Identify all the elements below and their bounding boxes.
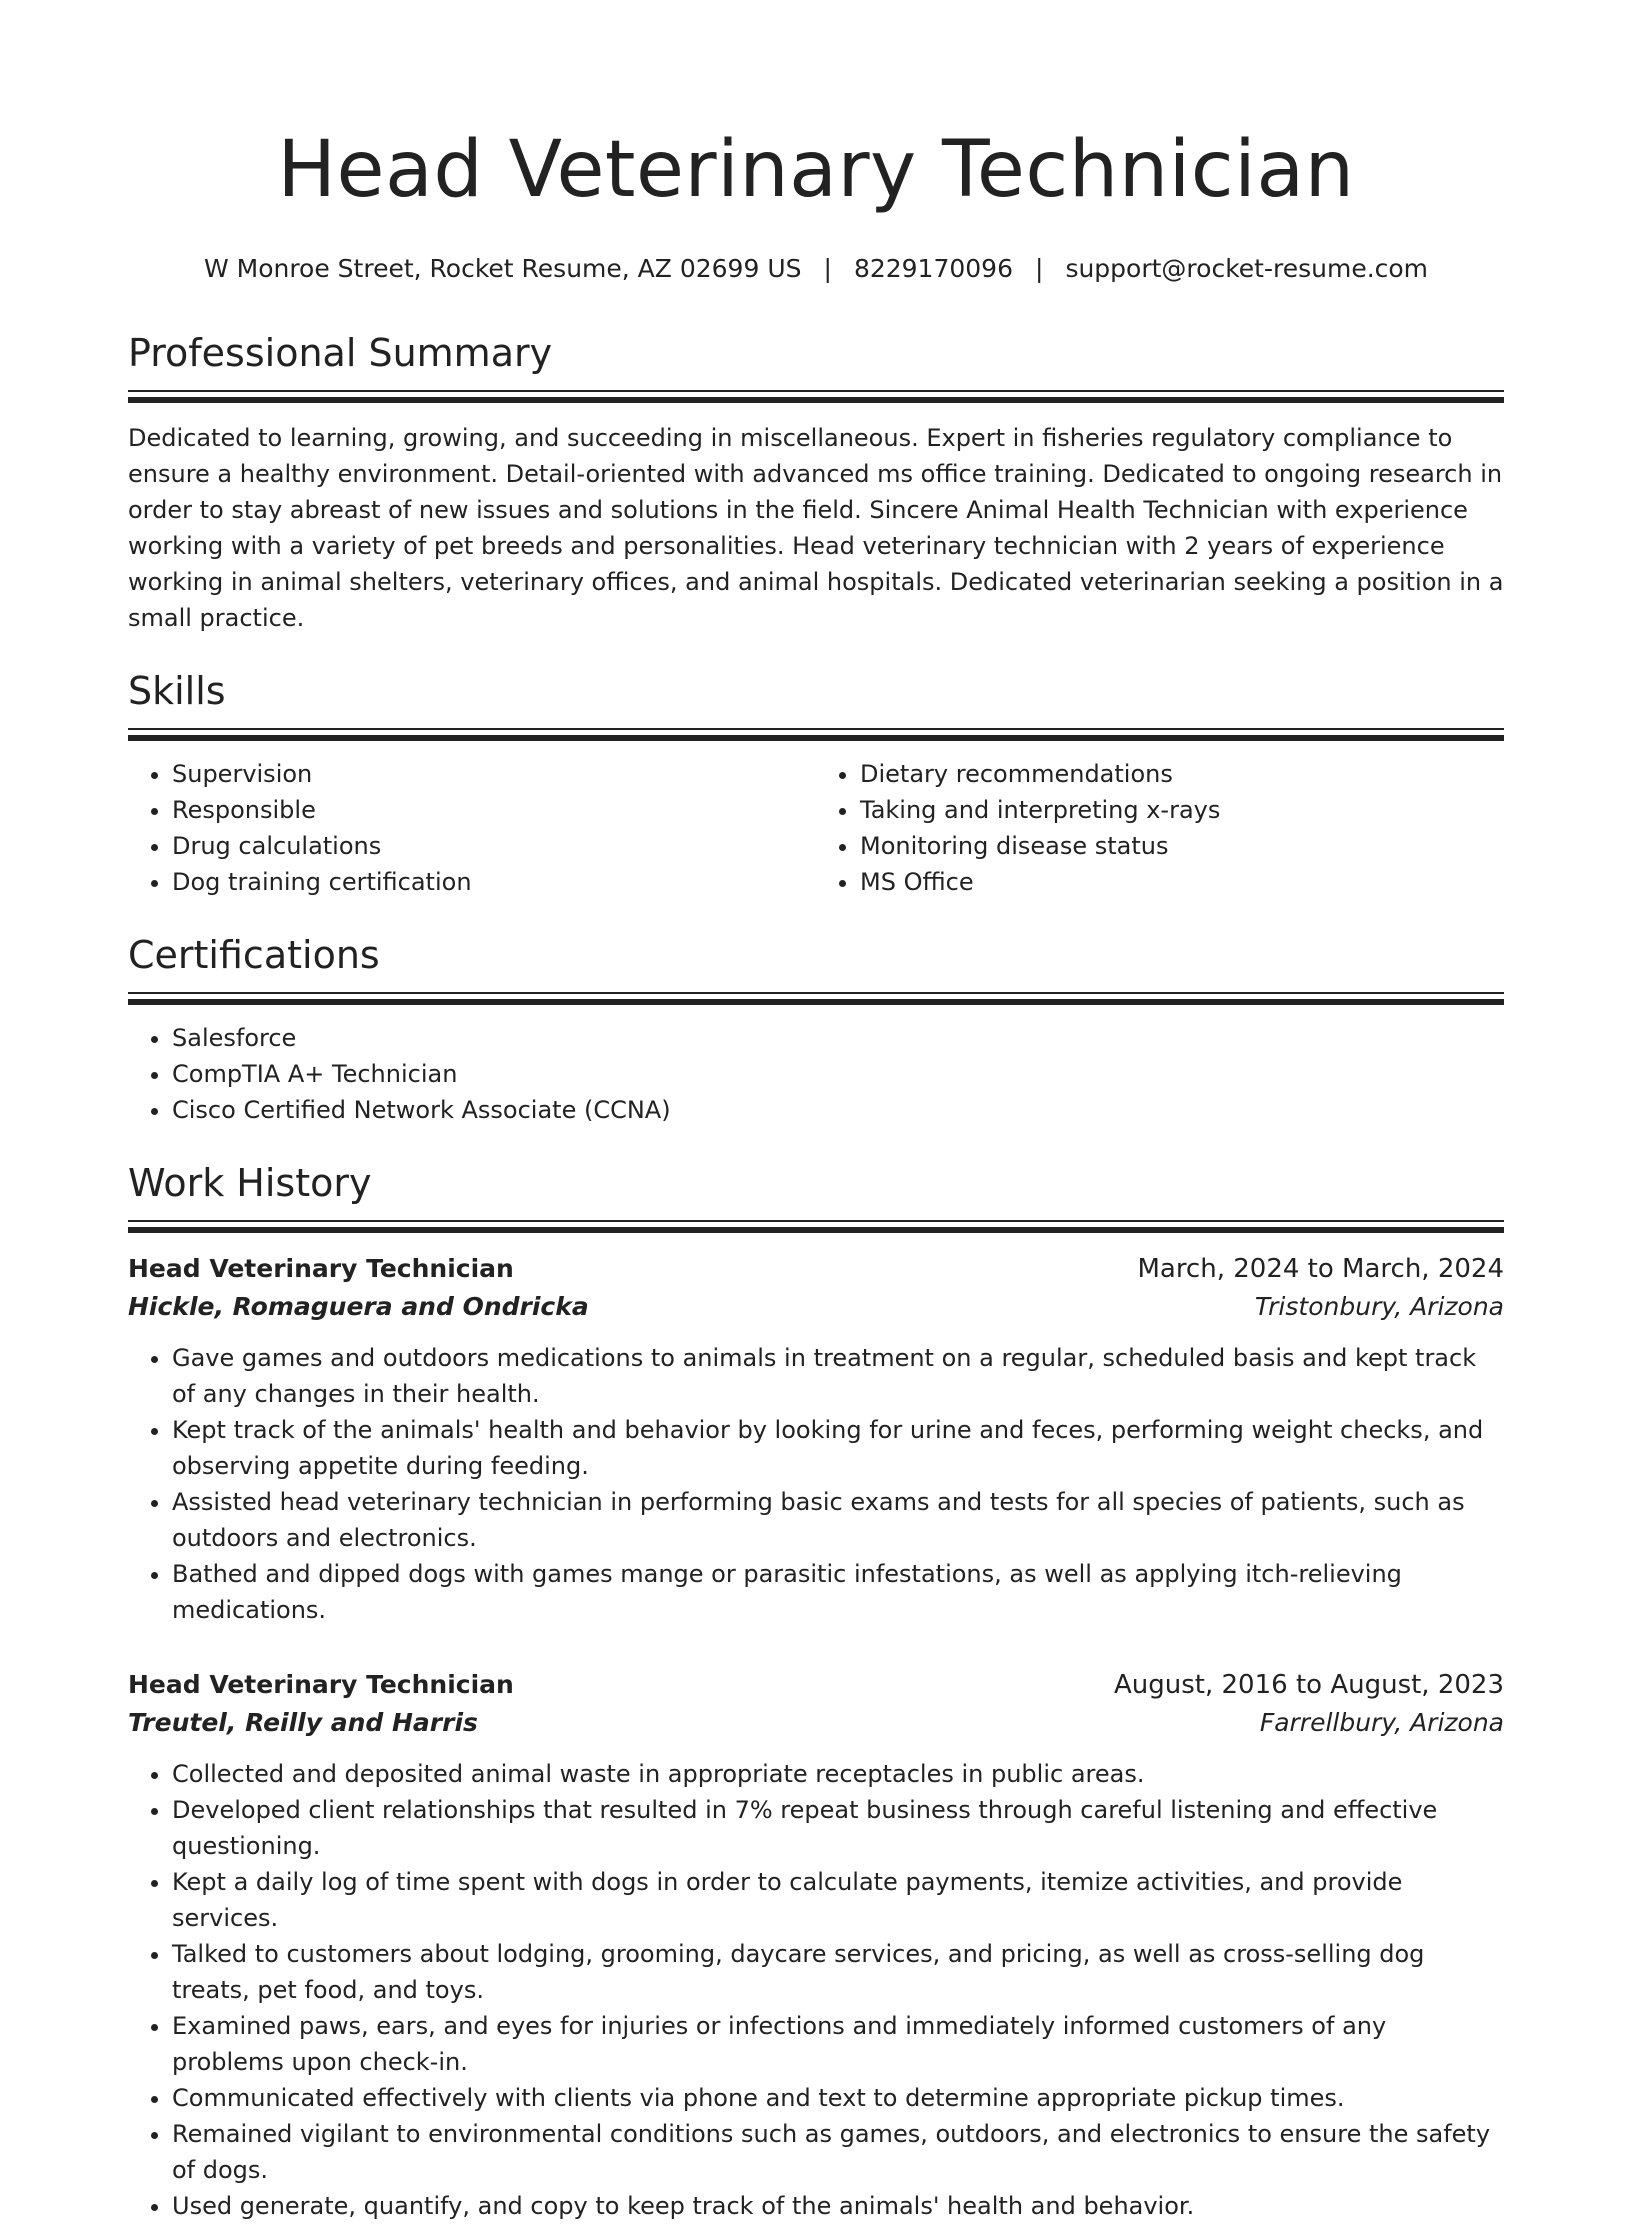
job-dates: March, 2024 to March, 2024 <box>1137 1254 1504 1284</box>
skill-item: • Supervision <box>172 756 816 792</box>
contact-separator: | <box>1035 254 1044 283</box>
section-divider <box>128 390 1504 402</box>
skills-right-list <box>816 756 1504 900</box>
contact-phone: 8229170096 <box>853 254 1013 283</box>
skills-section <box>128 668 1504 900</box>
job-location: Farrellbury, Arizona <box>1259 1708 1504 1737</box>
skill-item: • Monitoring disease status <box>860 828 1504 864</box>
job-bullet: • Developed client relationships that resulted in 7% repeat business through careful listening and effective questioning. <box>172 1792 1504 1864</box>
job-bullet: • Collected and deposited animal waste in appropriate receptacles in public areas. <box>172 1756 1504 1792</box>
contact-email: support@rocket-resume.com <box>1065 254 1429 283</box>
job-company: Hickle, Romaguera and Ondricka <box>128 1292 589 1321</box>
certifications-section <box>128 932 1504 1128</box>
skill-item: • Drug calculations <box>172 828 816 864</box>
job-bullet: • Bathed and dipped dogs with games mange or parasitic infestations, as well as applying itch-relieving medications. <box>172 1556 1504 1628</box>
work-history-heading: Work History <box>128 1161 372 1205</box>
skills-left-list <box>128 756 816 900</box>
certification-item: • Cisco Certified Network Associate (CCNA) <box>172 1092 1504 1128</box>
job-bullet: • Assisted head veterinary technician in performing basic exams and tests for all species of patients, such as outdoors and electronics. <box>172 1484 1504 1556</box>
job-bullet: • Examined paws, ears, and eyes for injuries or infections and immediately informed customers of any problems upon check-in. <box>172 2008 1504 2080</box>
job-company-row <box>128 1288 1504 1326</box>
work-history-section <box>128 1160 1504 2224</box>
skill-item: • MS Office <box>860 864 1504 900</box>
job-dates: August, 2016 to August, 2023 <box>1114 1670 1504 1700</box>
job-header-row <box>128 1250 1504 1288</box>
section-divider <box>128 992 1504 1004</box>
job-bullet: • Communicated effectively with clients via phone and text to determine appropriate pickup times. <box>172 2080 1504 2116</box>
resume-name: Head Veterinary Technician <box>277 125 1355 215</box>
summary-section <box>128 330 1504 636</box>
job-title: Head Veterinary Technician <box>128 1254 514 1283</box>
certifications-heading: Certifications <box>128 933 380 977</box>
job-bullet: • Remained vigilant to environmental conditions such as games, outdoors, and electronics to ensure the safety of dogs. <box>172 2116 1504 2188</box>
skill-item: • Dog training certification <box>172 864 816 900</box>
job-entry <box>128 1250 1504 1628</box>
section-divider <box>128 728 1504 740</box>
job-bullet: • Talked to customers about lodging, grooming, daycare services, and pricing, as well as cross-selling dog treats, pet food, and toys. <box>172 1936 1504 2008</box>
certification-item: • CompTIA A+ Technician <box>172 1056 1504 1092</box>
summary-text: Dedicated to learning, growing, and succeeding in miscellaneous. Expert in fisheries regulatory compliance to ensure a healthy environment. Detail-oriented with advanced ms office training. Dedicated to ongoing research in order to stay abreast of new issues and solutions in the field. Sincere Animal Health Technician with experience working with a variety of pet breeds and personalities. Head veterinary technician with 2 years of experience working in animal shelters, veterinary offices, and animal hospitals. Dedicated veterinarian seeking a position in a small practice. <box>128 424 1504 632</box>
job-bullets <box>128 1756 1504 2224</box>
certifications-list <box>128 1020 1504 1128</box>
job-entry <box>128 1666 1504 2224</box>
contact-separator: | <box>823 254 832 283</box>
job-title: Head Veterinary Technician <box>128 1670 514 1699</box>
contact-line <box>128 252 1504 286</box>
job-bullet: • Kept track of the animals' health and behavior by looking for urine and feces, performing weight checks, and observing appetite during feeding. <box>172 1412 1504 1484</box>
skill-item: • Responsible <box>172 792 816 828</box>
summary-heading: Professional Summary <box>128 331 553 375</box>
skill-item: • Dietary recommendations <box>860 756 1504 792</box>
job-header-row <box>128 1666 1504 1704</box>
skills-heading: Skills <box>128 669 226 713</box>
job-company: Treutel, Reilly and Harris <box>128 1708 478 1737</box>
certification-item: • Salesforce <box>172 1020 1504 1056</box>
job-bullet: • Gave games and outdoors medications to animals in treatment on a regular, scheduled basis and kept track of any changes in their health. <box>172 1340 1504 1412</box>
contact-address: W Monroe Street, Rocket Resume, AZ 02699 US <box>203 254 802 283</box>
job-bullet: • Used generate, quantify, and copy to keep track of the animals' health and behavior. <box>172 2188 1504 2224</box>
job-location: Tristonbury, Arizona <box>1254 1292 1504 1321</box>
skill-item: • Taking and interpreting x-rays <box>860 792 1504 828</box>
job-company-row <box>128 1704 1504 1742</box>
skills-columns <box>128 756 1504 900</box>
section-divider <box>128 1220 1504 1232</box>
job-bullet: • Kept a daily log of time spent with dogs in order to calculate payments, itemize activities, and provide services. <box>172 1864 1504 1936</box>
job-bullets <box>128 1340 1504 1628</box>
